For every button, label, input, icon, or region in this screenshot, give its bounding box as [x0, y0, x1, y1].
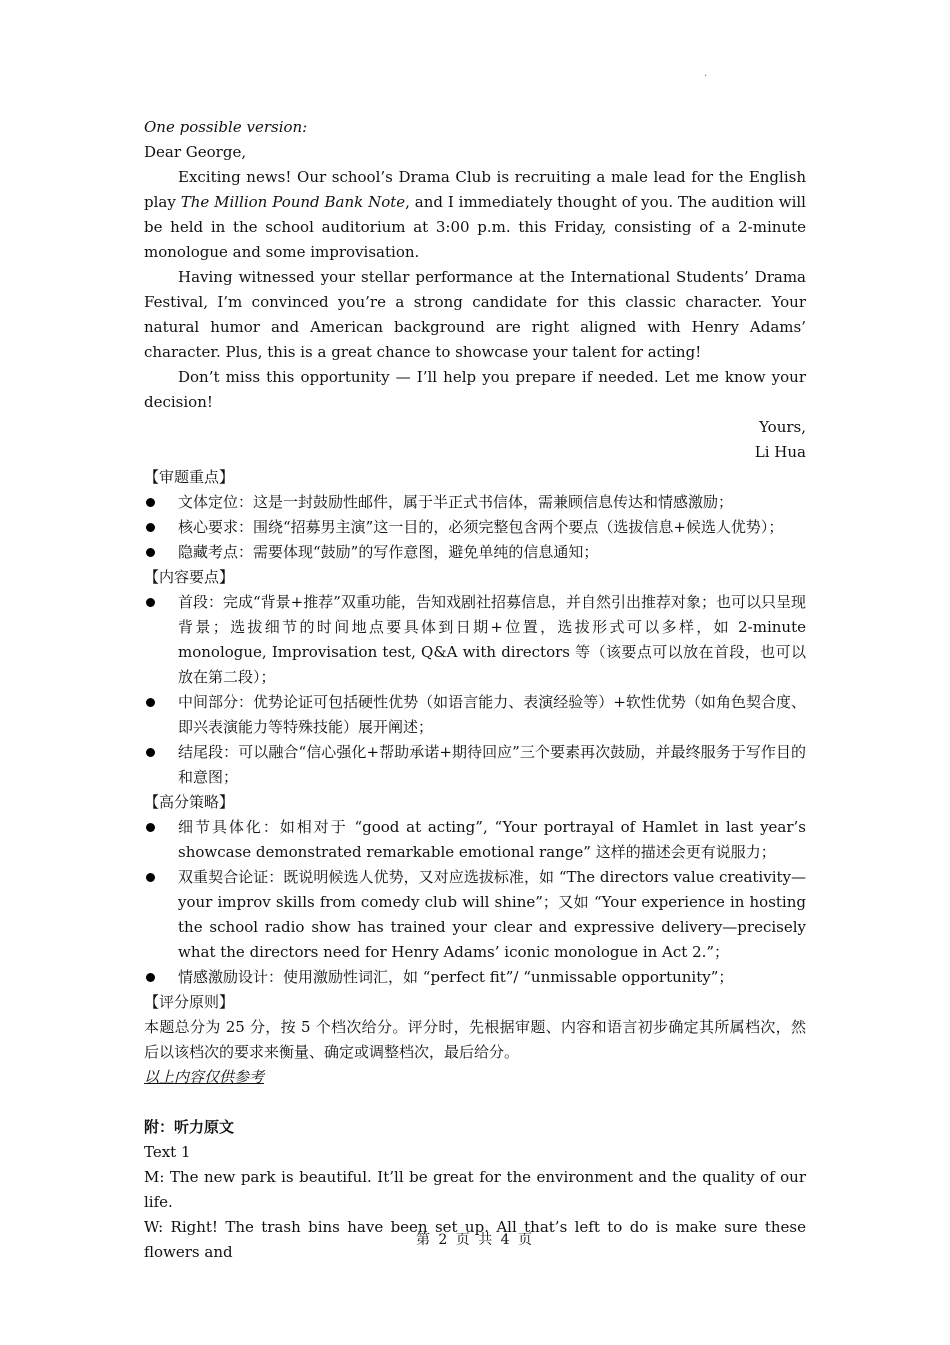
analysis-heading: 【审题重点】	[144, 468, 235, 486]
analysis-item: 隐藏考点：需要体现“鼓励”的写作意图，避免单纯的信息通知；	[144, 540, 806, 565]
transcript-line: M: The new park is beautiful. It’ll be great for the environment and the quality of our life.	[144, 1168, 806, 1211]
strategy-heading: 【高分策略】	[144, 793, 235, 811]
content-item: 结尾段：可以融合“信心强化+帮助承诺+期待回应”三个要素再次鼓励，并最终服务于写作目的和意图；	[144, 740, 806, 790]
reference-note: 以上内容仅供参考	[144, 1068, 265, 1086]
analysis-item: 文体定位：这是一封鼓励性邮件，属于半正式书信体，需兼顾信息传达和情感激励；	[144, 490, 806, 515]
p1-text-a: Exciting news! Our school’s Drama Club is recruiting a male lead for the English play	[144, 168, 806, 211]
version-label: One possible version:	[144, 118, 308, 136]
closing: Yours,	[759, 418, 806, 436]
document-page	[144, 115, 806, 1265]
salutation: Dear George,	[144, 143, 247, 161]
scoring-heading: 【评分原则】	[144, 993, 235, 1011]
play-title: The Million Pound Bank Note	[180, 193, 406, 211]
letter-paragraph-2: Having witnessed your stellar performance at the International Students’ Drama Festival, I’m convinced you’re a strong candidate for this classic character. Your natural humor and American background are right aligned with Henry Adams’ character. Plus, this is a great chance to showcase your talent for acting!	[144, 268, 806, 361]
content-item: 首段：完成“背景+推荐”双重功能，告知戏剧社招募信息，并自然引出推荐对象；也可以只呈现背景；选拔细节的时间地点要具体到日期+位置，选拔形式可以多样，如 2-minute monologue, Improvisation test, Q&A with directors 等（该要点可以放在首段，也可以放在第二段）；	[144, 590, 806, 690]
header-mark: .	[704, 68, 708, 79]
analysis-item: 核心要求：围绕“招募男主演”这一目的，必须完整包含两个要点（选拔信息+候选人优势）；	[144, 515, 806, 540]
content-item: 中间部分：优势论证可包括硬性优势（如语言能力、表演经验等）+软性优势（如角色契合度、即兴表演能力等特殊技能）展开阐述；	[144, 690, 806, 740]
scoring-text: 本题总分为 25 分，按 5 个档次给分。评分时，先根据审题、内容和语言初步确定其所属档次，然后以该档次的要求来衡量、确定或调整档次，最后给分。	[144, 1018, 806, 1061]
strategy-item: 情感激励设计：使用激励性词汇，如 “perfect fit”/ “unmissable opportunity”；	[144, 965, 806, 990]
transcript-line: W: Right! The trash bins have been set up. All that’s left to do is make sure these flowers and	[144, 1218, 806, 1261]
page-footer: 第 2 页 共 4 页	[415, 1232, 535, 1248]
p1-text-b: , and I immediately thought of you. The audition will be held in the school auditorium at 3:00 p.m. this Friday, consisting of a 2-minute monologue and some improvisation.	[144, 193, 806, 261]
strategy-item: 细节具体化：如相对于 “good at acting”, “Your portrayal of Hamlet in last year’s showcase demonstrated remarkable emotional range” 这样的描述会更有说服力；	[144, 815, 806, 865]
letter-paragraph-1	[144, 165, 806, 265]
letter-paragraph-3: Don’t miss this opportunity — I’ll help you prepare if needed. Let me know your decision!	[144, 368, 806, 411]
strategy-item: 双重契合论证：既说明候选人优势，又对应选拔标准，如 “The directors value creativity—your improv skills from comedy club will shine”；又如 “Your experience in hosting the school radio show has trained your clear and expressive delivery—precisely what the directors need for Henry Adams’ iconic monologue in Act 2.”；	[144, 865, 806, 965]
content-heading: 【内容要点】	[144, 568, 235, 586]
section-spacer	[144, 1090, 806, 1115]
text-label: Text 1	[144, 1143, 191, 1161]
signature: Li Hua	[754, 443, 806, 461]
appendix-heading: 附：听力原文	[144, 1118, 235, 1136]
